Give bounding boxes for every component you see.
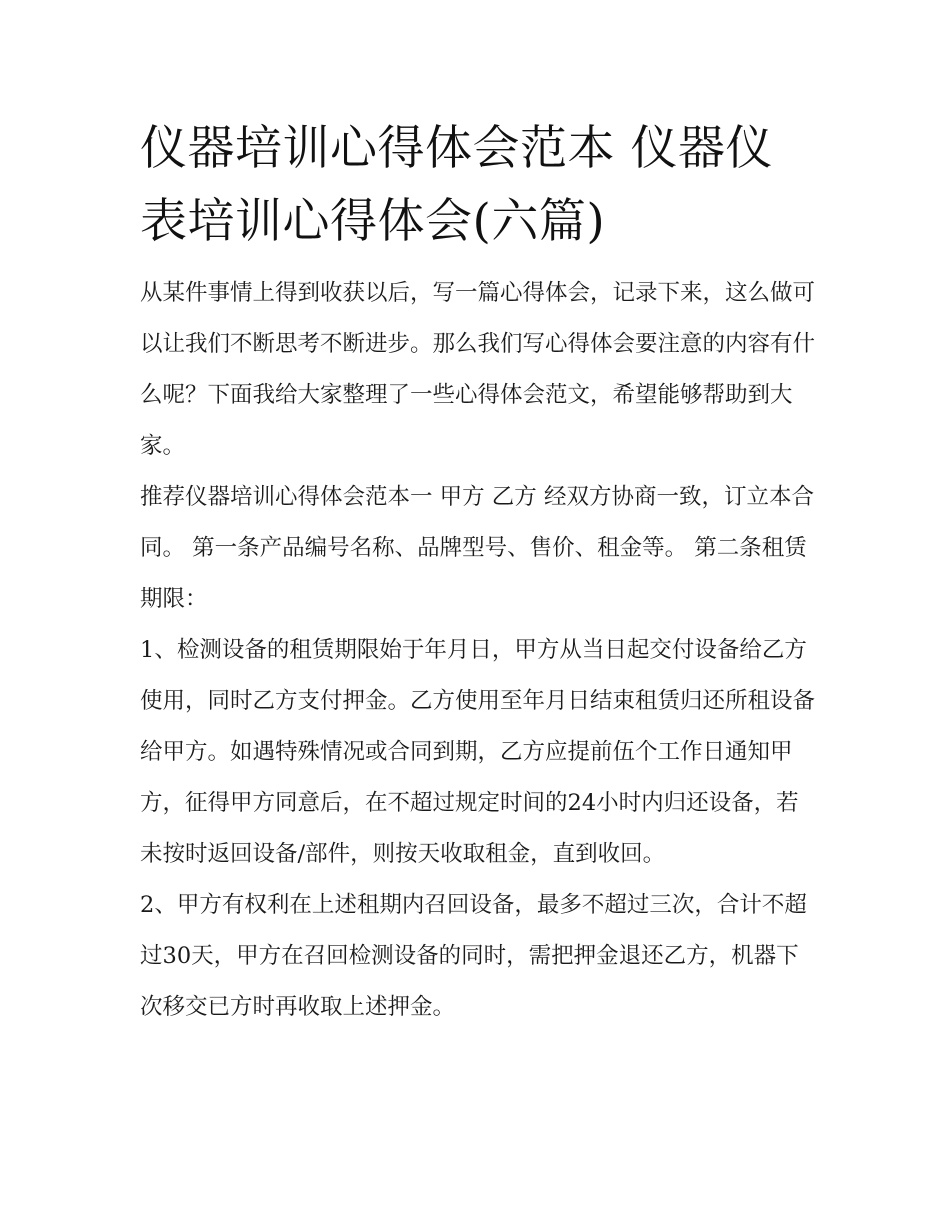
paragraph-clause-2: 2、甲方有权利在上述租期内召回设备，最多不超过三次，合计不超过30天，甲方在召回检测设备的同时，需把押金退还乙方，机器下次移交已方时再收取上述押金。 (140, 892, 807, 1020)
paragraph-contract-preamble: 推荐仪器培训心得体会范本一 甲方 乙方 经双方协商一致，订立本合同。 第一条产品编号名称、品牌型号、售价、租金等。 第二条租赁期限： (140, 484, 814, 612)
paragraph-intro: 从某件事情上得到收获以后，写一篇心得体会，记录下来，这么做可以让我们不断思考不断进步。那么我们写心得体会要注意的内容有什么呢？下面我给大家整理了一些心得体会范文，希望能够帮助到大家。 (140, 280, 816, 459)
paragraph-clause-1: 1、检测设备的租赁期限始于年月日，甲方从当日起交付设备给乙方使用，同时乙方支付押金。乙方使用至年月日结束租赁归还所租设备给甲方。如遇特殊情况或合同到期，乙方应提前伍个工作日通知甲方，征得甲方同意后，在不超过规定时间的24小时内归还设备，若未按时返回设备/部件，则按天收取租金，直到收回。 (140, 637, 816, 867)
document-body (140, 112, 820, 1033)
document-title: 仪器培训心得体会范本 仪器仪表培训心得体会(六篇) (140, 121, 773, 249)
